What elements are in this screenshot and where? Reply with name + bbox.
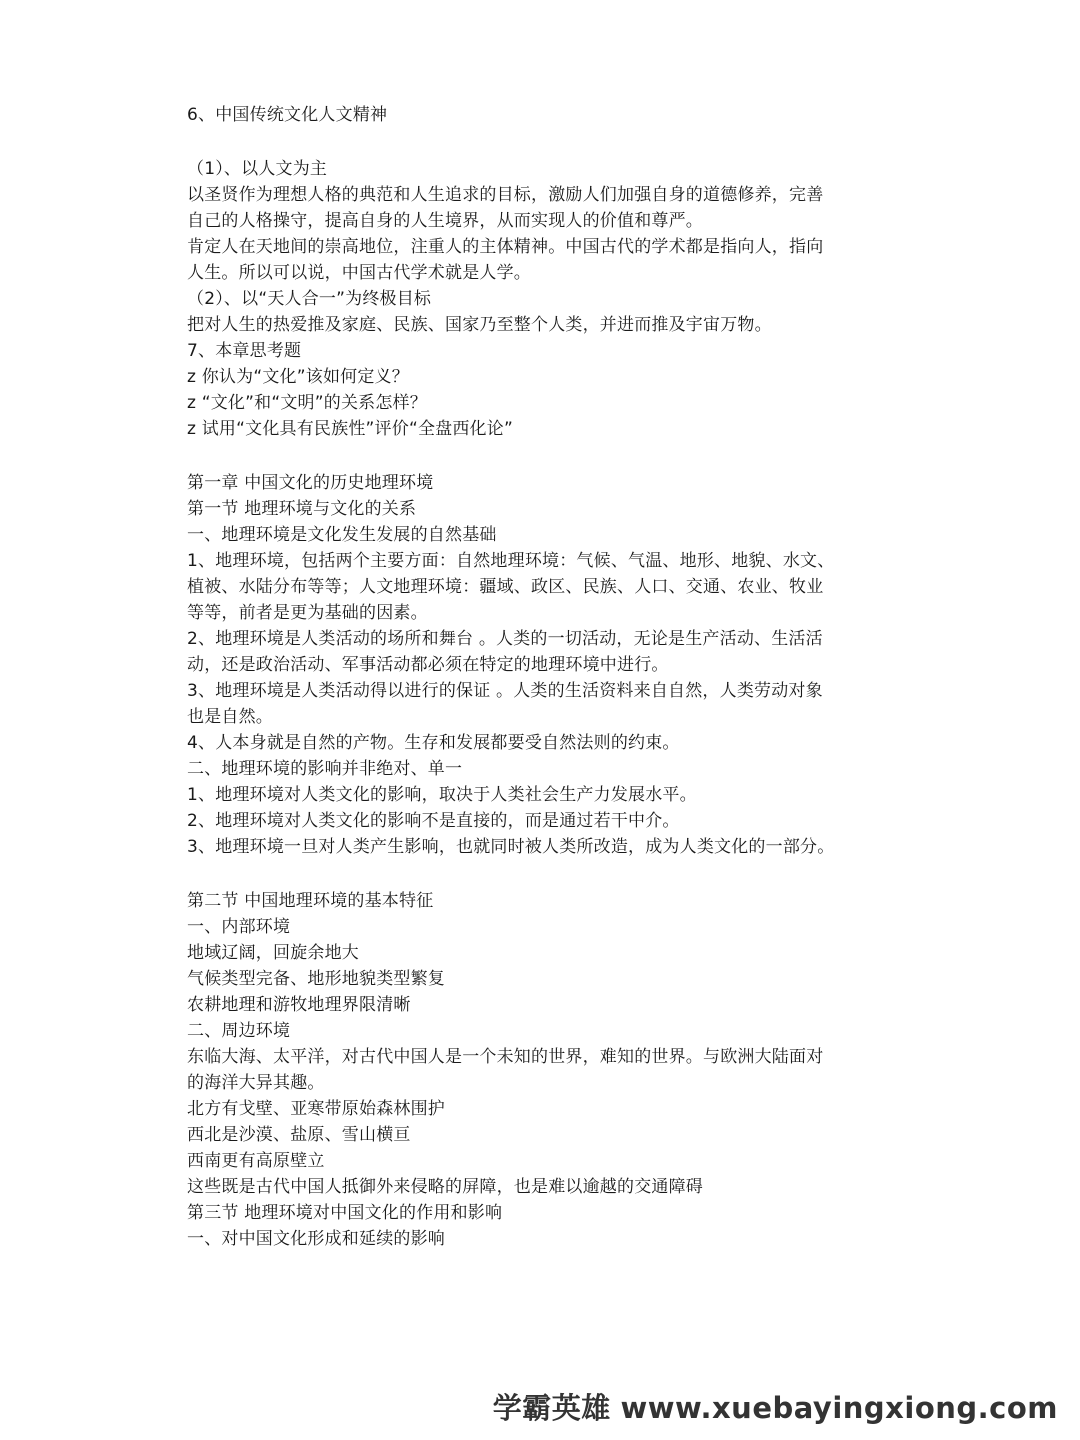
subsection-heading: （2）、以“天人合一”为终极目标 [187,289,432,309]
document-page [187,0,907,1440]
section-heading: 第三节 地理环境对中国文化的作用和影响 [187,1203,503,1223]
paragraph-line: 北方有戈壁、亚寒带原始森林围护 [187,1099,445,1119]
site-watermark [493,1386,1058,1427]
chapter-heading: 第一章 中国文化的历史地理环境 [187,473,434,493]
paragraph-line: 的海洋大异其趣。 [187,1073,325,1093]
watermark-brand: 学霸英雄 [492,1391,611,1425]
paragraph-line: 以圣贤作为理想人格的典范和人生追求的目标，激励人们加强自身的道德修养，完善 [187,185,824,205]
paragraph-line: 1、地理环境，包括两个主要方面：自然地理环境：气候、气温、地形、地貌、水文、 [187,551,835,571]
subsection-heading: 一、对中国文化形成和延续的影响 [187,1229,445,1249]
question-item: z “文化”和“文明”的关系怎样？ [187,393,427,413]
paragraph-line: 植被、水陆分布等等；人文地理环境：疆域、政区、民族、人口、交通、农业、牧业 [187,577,824,597]
paragraph-line: 人生。所以可以说，中国古代学术就是人学。 [187,263,531,283]
paragraph-line: 把对人生的热爱推及家庭、民族、国家乃至整个人类，并进而推及宇宙万物。 [187,315,772,335]
paragraph-line: 西南更有高原壁立 [187,1151,325,1171]
watermark-url: www.xuebayingxiong.com [620,1391,1058,1425]
paragraph-line: 西北是沙漠、盐原、雪山横亘 [187,1125,411,1145]
paragraph-line: 肯定人在天地间的崇高地位，注重人的主体精神。中国古代的学术都是指向人，指向 [187,237,824,257]
paragraph-line: 自己的人格操守，提高自身的人生境界，从而实现人的价值和尊严。 [187,211,703,231]
subsection-heading: 一、地理环境是文化发生发展的自然基础 [187,525,497,545]
section-heading: 第二节 中国地理环境的基本特征 [187,891,434,911]
section-heading: 7、本章思考题 [187,341,302,361]
paragraph-line: 这些既是古代中国人抵御外来侵略的屏障，也是难以逾越的交通障碍 [187,1177,703,1197]
section-heading: 第一节 地理环境与文化的关系 [187,499,417,519]
paragraph-line: 1、地理环境对人类文化的影响，取决于人类社会生产力发展水平。 [187,785,697,805]
question-item: z 你认为“文化”该如何定义？ [187,367,409,387]
paragraph-line: 东临大海、太平洋，对古代中国人是一个未知的世界，难知的世界。与欧洲大陆面对 [187,1047,824,1067]
subsection-heading: 一、内部环境 [187,917,291,937]
question-item: z 试用“文化具有民族性”评价“全盘西化论” [187,419,513,439]
paragraph-line: 2、地理环境是人类活动的场所和舞台 。人类的一切活动，无论是生产活动、生活活 [187,629,823,649]
subsection-heading: 二、周边环境 [187,1021,291,1041]
subsection-heading: （1）、以人文为主 [187,159,328,179]
paragraph-line: 气候类型完备、地形地貌类型繁复 [187,969,445,989]
paragraph-line: 3、地理环境是人类活动得以进行的保证 。人类的生活资料来自自然，人类劳动对象 [187,681,823,701]
section-heading: 6、中国传统文化人文精神 [187,105,388,125]
paragraph-line: 也是自然。 [187,707,273,727]
paragraph-line: 地域辽阔，回旋余地大 [187,943,359,963]
paragraph-line: 等等，前者是更为基础的因素。 [187,603,428,623]
subsection-heading: 二、地理环境的影响并非绝对、单一 [187,759,463,779]
paragraph-line: 农耕地理和游牧地理界限清晰 [187,995,411,1015]
paragraph-line: 3、地理环境一旦对人类产生影响，也就同时被人类所改造，成为人类文化的一部分。 [187,837,835,857]
paragraph-line: 动，还是政治活动、军事活动都必须在特定的地理环境中进行。 [187,655,669,675]
paragraph-line: 2、地理环境对人类文化的影响不是直接的，而是通过若干中介。 [187,811,680,831]
paragraph-line: 4、人本身就是自然的产物。生存和发展都要受自然法则的约束。 [187,733,680,753]
